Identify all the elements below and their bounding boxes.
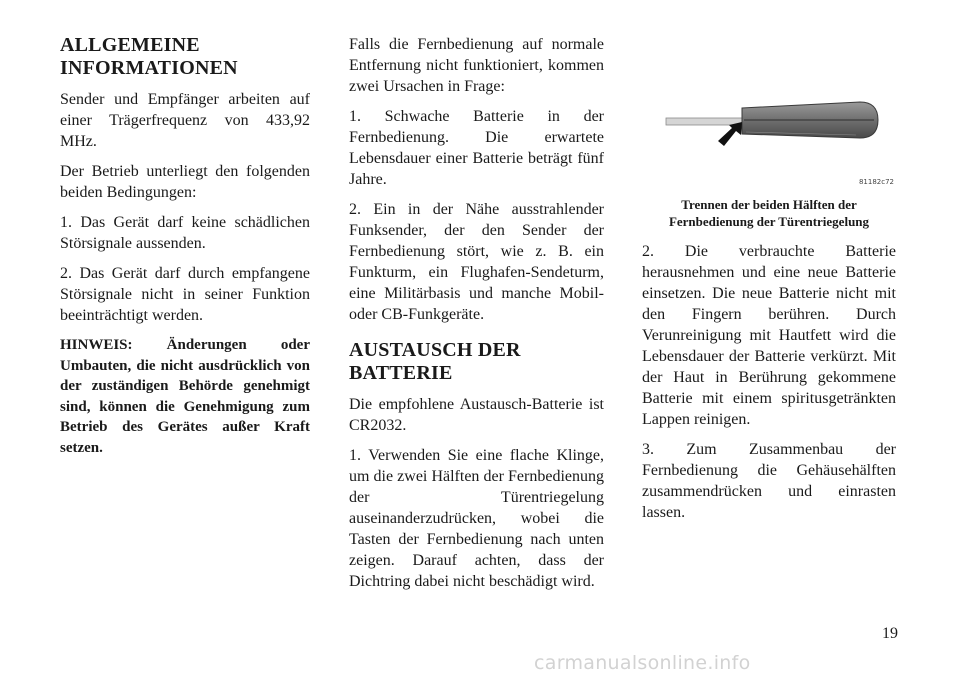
- paragraph-condition-1: 1. Das Gerät darf keine schädlichen Störsignale aussenden.: [60, 214, 310, 252]
- arrow-icon: [718, 122, 742, 146]
- key-fob-figure: [642, 40, 896, 196]
- paragraph-frequency: Sender und Empfänger arbeiten auf einer Trägerfrequenz von 433,92 MHz.: [60, 91, 310, 150]
- note-paragraph: HINWEIS: Änderungen oder Umbauten, die nicht ausdrücklich von der zuständigen Behörde genehmigt sind, können die Genehmigung zum Betrieb des Gerätes außer Kraft setzen.: [60, 337, 310, 456]
- watermark: carmanualsonline.info: [534, 652, 751, 674]
- paragraph-weak-battery: 1. Schwache Batterie in der Fernbedienung. Die erwartete Lebensdauer einer Batterie beträgt fünf Jahre.: [349, 108, 604, 188]
- key-fob-illustration: [642, 40, 896, 180]
- figure-code: 81182c72: [858, 178, 894, 186]
- paragraph-conditions: Der Betrieb unterliegt den folgenden beiden Bedingungen:: [60, 163, 310, 201]
- paragraph-step-2: 2. Die verbrauchte Batterie herausnehmen und eine neue Batterie einsetzen. Die neue Batterie nicht mit den Fingern berühren. Durch Verunreinigung mit Hautfett wird die Lebensdauer der Batterie verkürzt. Mit der Haut in Berührung gekommene Batterie mit einem spiritusgetränkten Lappen reinigen.: [642, 243, 896, 428]
- paragraph-range-issue: Falls die Fernbedienung auf normale Entfernung nicht funktioniert, kommen zwei Ursachen in Frage:: [349, 36, 604, 95]
- paragraph-battery-type: Die empfohlene Austausch-Batterie ist CR2032.: [349, 396, 604, 434]
- left-column: [60, 34, 310, 458]
- paragraph-step-1: 1. Verwenden Sie eine flache Klinge, um die zwei Hälften der Fernbedienung der Türentriegelung auseinanderzudrücken, wobei die Tasten der Fernbedienung nach unten zeigen. Darauf achten, dass der Dichtring dabei nicht beschädigt wird.: [349, 447, 604, 590]
- figure-caption: Trennen der beiden Hälften der Fernbedienung der Türentriegelung: [668, 197, 870, 229]
- right-column: [642, 34, 896, 532]
- section-heading-general-info: ALLGEMEINE INFORMATIONEN: [60, 34, 238, 79]
- paragraph-condition-2: 2. Das Gerät darf durch empfangene Störsignale nicht in seiner Funktion beeinträchtigt werden.: [60, 265, 310, 324]
- middle-column: [349, 34, 604, 601]
- section-heading-battery-replacement: AUSTAUSCH DER BATTERIE: [349, 339, 521, 384]
- paragraph-step-3: 3. Zum Zusammenbau der Fernbedienung die Gehäusehälften zusammendrücken und einrasten lassen.: [642, 441, 896, 521]
- page-number: 19: [882, 625, 898, 642]
- paragraph-interference: 2. Ein in der Nähe ausstrahlender Funksender, der den Sender der Fernbedienung stört, wie z. B. ein Funkturm, ein Flughafen-Sendeturm, eine Militärbasis und manche Mobil- oder CB-Funkgeräte.: [349, 201, 604, 323]
